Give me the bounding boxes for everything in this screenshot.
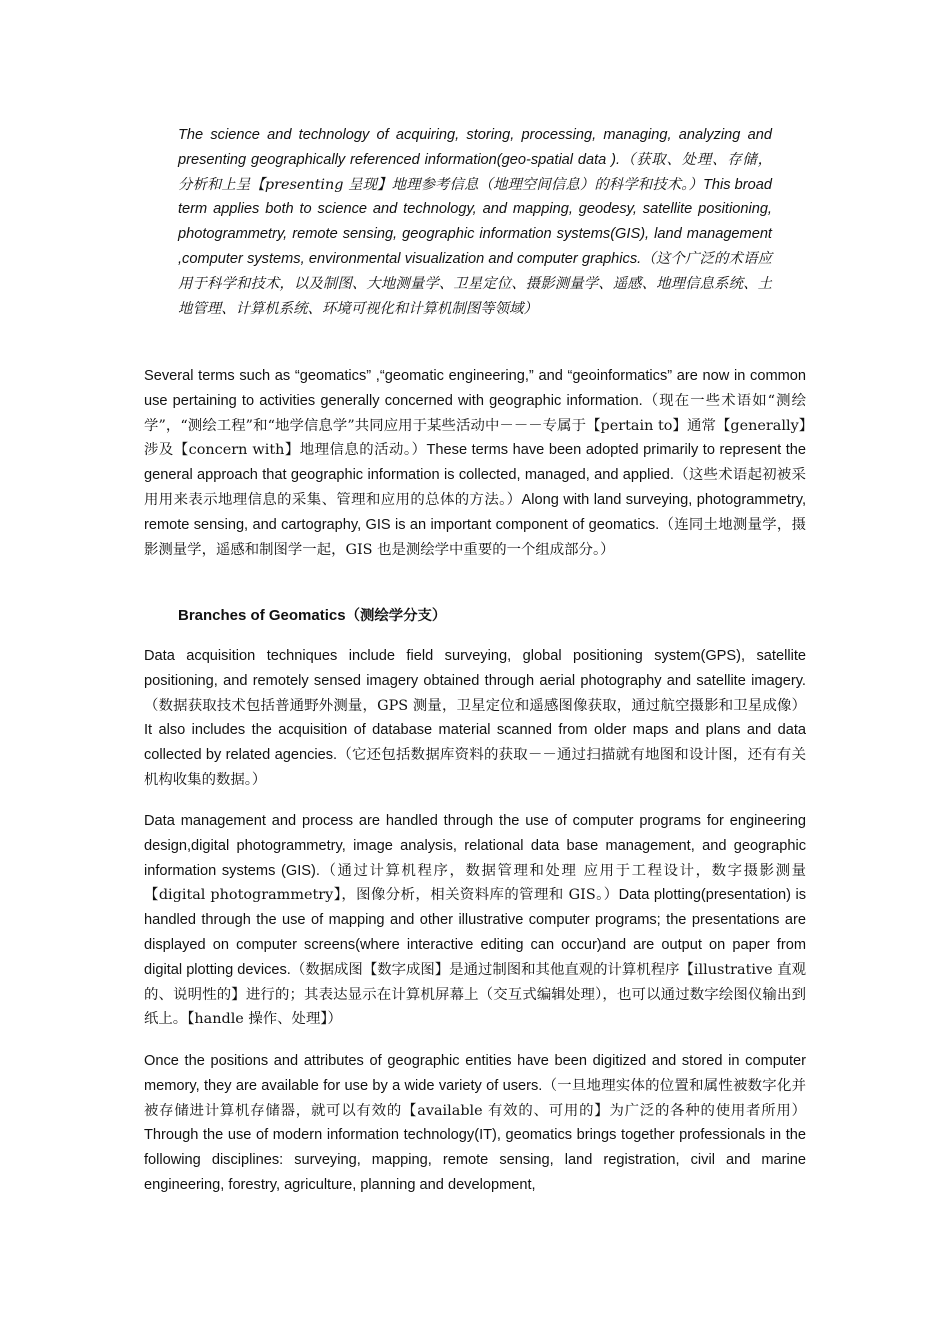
terms-paragraph bbox=[144, 364, 806, 562]
terms-zh-3: （连同土地测量学，摄影测量学，遥感和制图学一起，GIS 也是测绘学中重要的一个组成部分。） bbox=[144, 516, 806, 558]
acquisition-zh-2: （它还包括数据库资料的获取－－通过扫描就有地图和设计图，还有有关机构收集的数据。） bbox=[144, 747, 806, 788]
management-en-1: Data management and process are handled through the use of computer programs for engineering design,digital photogrammetry, image analysis, relational data base management, and geographic information systems (GIS). bbox=[144, 813, 806, 879]
entities-en-2: Through the use of modern information technology(IT), geomatics brings together professionals in the following disciplines: surveying, mapping, remote sensing, land registration, civil and marine engineering, forestry, agriculture, planning and development, bbox=[144, 1127, 806, 1193]
terms-en-1: Several terms such as “geomatics” ,“geomatic engineering,” and “geoinformatics” are now in common use pertaining to activities generally concerned with geographic information. bbox=[144, 368, 806, 409]
intro-zh-1: （获取、处理、存储，分析和上呈【presenting 呈现】地理参考信息（地理空间信息）的科学和技术。） bbox=[178, 151, 772, 193]
management-zh-1: （通过计算机程序，数据管理和处理 应用于工程设计，数字摄影测量【digital photogrammetry】，图像分析，相关资料库的管理和 GIS。） bbox=[144, 862, 807, 904]
intro-en-1: The science and technology of acquiring, storing, processing, managing, analyzing and presenting geographically referenced information(geo-spatial data ). bbox=[178, 127, 772, 168]
intro-en-2: This broad term applies both to science and technology, and mapping, geodesy, satellite positioning, photogrammetry, remote sensing, geographic information systems(GIS), land management ,computer systems, environmental visualization and computer graphics. bbox=[178, 176, 772, 267]
acquisition-en-1: Data acquisition techniques include field surveying, global positioning system(GPS), satellite positioning, and remotely sensed imagery obtained through aerial photography and satellite imagery. bbox=[144, 648, 806, 689]
management-en-2: Data plotting(presentation) is handled through the use of mapping and other illustrative computer programs; the presentations are displayed on computer screens(where interactive editing can occur)and are output on paper from digital plotting devices. bbox=[144, 887, 806, 978]
acquisition-en-2: It also includes the acquisition of database material scanned from older maps and plans and data collected by related agencies. bbox=[144, 722, 806, 764]
acquisition-zh-1: （数据获取技术包括普通野外测量，GPS 测量，卫星定位和遥感图像获取，通过航空摄影和卫星成像） bbox=[144, 697, 806, 714]
intro-paragraph bbox=[178, 123, 772, 321]
terms-zh-2: （这些术语起初被采用用来表示地理信息的采集、管理和应用的总体的方法。） bbox=[144, 467, 806, 508]
management-zh-2: （数据成图【数字成图】是通过制图和其他直观的计算机程序【illustrative 直观的、说明性的】进行的；其表达显示在计算机屏幕上（交互式编辑处理），也可以通过数字绘图仪输出到纸上。【handle 操作、处理】） bbox=[144, 961, 806, 1028]
section-heading bbox=[178, 604, 446, 625]
intro-zh-2: （这个广泛的术语应用于科学和技术，以及制图、大地测量学、卫星定位、摄影测量学、遥感、地理信息系统、土地管理、计算机系统、环境可视化和计算机制图等领域） bbox=[178, 250, 772, 317]
terms-en-3: Along with land surveying, photogrammetry, remote sensing, and cartography, GIS is an important component of geomatics. bbox=[144, 491, 806, 533]
terms-zh-1: （现在一些术语如“测绘学”，“测绘工程”和“地学信息学”共同应用于某些活动中－－－专属于【pertain to】通常【generally】涉及【concern with】地理信息的活动。） bbox=[144, 392, 806, 459]
entities-zh-1: （一旦地理实体的位置和属性被数字化并被存储进计算机存储器，就可以有效的【available 有效的、可用的】为广泛的各种的使用者所用） bbox=[144, 1077, 806, 1119]
management-paragraph bbox=[144, 809, 806, 1032]
terms-en-2: These terms have been adopted primarily to represent the general approach that geographic information is collected, managed, and applied. bbox=[144, 442, 807, 484]
heading-zh: （测绘学分支） bbox=[345, 607, 447, 624]
entities-en-1: Once the positions and attributes of geographic entities have been digitized and stored in computer memory, they are available for use by a wide variety of users. bbox=[144, 1053, 806, 1094]
heading-en: Branches of Geomatics bbox=[178, 607, 346, 624]
entities-paragraph bbox=[144, 1049, 806, 1198]
acquisition-paragraph bbox=[144, 644, 806, 793]
